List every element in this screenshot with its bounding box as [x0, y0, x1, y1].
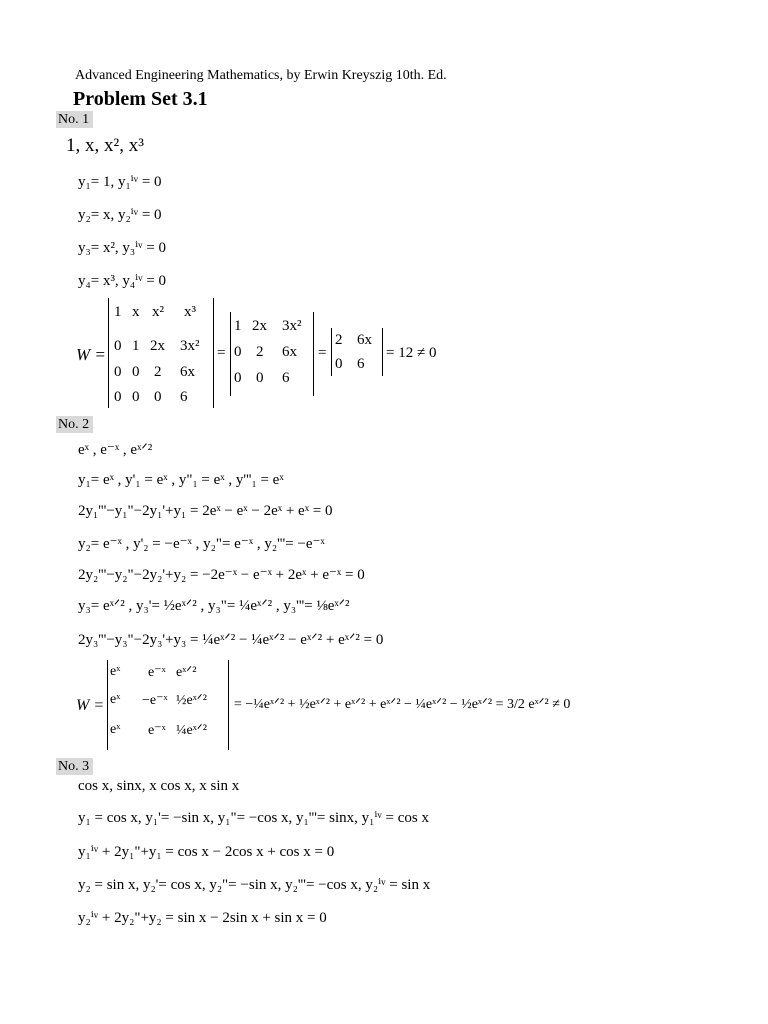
problem2-line: 2y₁'''−y₁"−2y₁'+y₁ = 2eˣ − eˣ − 2eˣ + eˣ = 0 — [78, 503, 333, 519]
problem2-line: y₂= e⁻ˣ , y'₂ = −e⁻ˣ , y₂"= e⁻ˣ , y₂'''= −e⁻ˣ — [78, 536, 325, 552]
cell: 6x — [180, 364, 195, 380]
equals-sign: = — [318, 345, 327, 361]
cell: 0 — [114, 389, 122, 405]
problem3-line: y₁ = cos x, y₁'= −sin x, y₁"= −cos x, y₁'''= sinx, y₁ⁱᵛ = cos x — [78, 810, 429, 826]
cell: 1 — [114, 304, 122, 320]
cell: 0 — [154, 389, 162, 405]
cell: 3x² — [282, 318, 302, 334]
problem2-line: y₁= eˣ , y'₁ = eˣ , y"₁ = eˣ , y'''₁ = eˣ — [78, 472, 284, 488]
cell: x — [132, 304, 140, 320]
cell: 2 — [335, 332, 343, 348]
cell: 0 — [234, 344, 242, 360]
cell: 1 — [234, 318, 242, 334]
problem-label-1: No. 1 — [56, 111, 93, 128]
equals-sign: = — [217, 345, 226, 361]
cell: 6x — [357, 332, 372, 348]
cell: 0 — [114, 338, 122, 354]
cell: 0 — [335, 356, 343, 372]
problem-label-3: No. 3 — [56, 758, 93, 775]
cell: eˣ — [110, 722, 121, 737]
wronskian-lhs: W = — [76, 697, 105, 714]
cell: e⁻ˣ — [148, 665, 166, 680]
cell: eˣᐟ² — [176, 665, 197, 680]
problem1-line: y₃= x², y₃ⁱᵛ = 0 — [78, 240, 167, 256]
page-title: Problem Set 3.1 — [73, 88, 208, 110]
cell: ½eˣᐟ² — [176, 693, 207, 708]
cell: 0 — [234, 370, 242, 386]
cell: 6 — [180, 389, 188, 405]
wronskian-result: = −¼eˣᐟ² + ½eˣᐟ² + eˣᐟ² + eˣᐟ² − ¼eˣᐟ² − ½eˣᐟ² = 3/2 eˣᐟ² ≠ 0 — [234, 697, 571, 712]
problem2-functions: eˣ , e⁻ˣ , eˣᐟ² — [78, 442, 153, 458]
cell: ¼eˣᐟ² — [176, 723, 207, 738]
cell: 1 — [132, 338, 140, 354]
problem3-line: y₂ = sin x, y₂'= cos x, y₂"= −sin x, y₂'''= −cos x, y₂ⁱᵛ = sin x — [78, 877, 431, 893]
cell: 2x — [150, 338, 165, 354]
cell: eˣ — [110, 664, 121, 679]
cell: 2 — [154, 364, 162, 380]
problem3-functions: cos x, sinx, x cos x, x sin x — [78, 778, 240, 794]
book-reference: Advanced Engineering Mathematics, by Erwin Kreyszig 10th. Ed. — [75, 68, 447, 83]
cell: 0 — [132, 364, 140, 380]
wronskian-result: = 12 ≠ 0 — [386, 345, 437, 361]
cell: 6x — [282, 344, 297, 360]
det-3x3 — [107, 660, 229, 750]
cell: x³ — [184, 304, 196, 320]
problem2-line: 2y₂'''−y₂"−2y₂'+y₂ = −2e⁻ˣ − e⁻ˣ + 2eˣ + e⁻ˣ = 0 — [78, 567, 365, 583]
cell: e⁻ˣ — [148, 723, 166, 738]
problem1-line: y₄= x³, y₄ⁱᵛ = 0 — [78, 273, 167, 289]
cell: 6 — [282, 370, 290, 386]
cell: 0 — [114, 364, 122, 380]
cell: −e⁻ˣ — [142, 693, 168, 708]
problem2-line: 2y₃'''−y₃"−2y₃'+y₃ = ¼eˣᐟ² − ¼eˣᐟ² − eˣᐟ² + eˣᐟ² = 0 — [78, 632, 384, 648]
cell: 2 — [256, 344, 264, 360]
wronskian-lhs: W = — [76, 345, 106, 364]
problem3-line: y₁ⁱᵛ + 2y₁"+y₁ = cos x − 2cos x + cos x = 0 — [78, 844, 335, 860]
problem1-functions: 1, x, x², x³ — [66, 135, 144, 156]
cell: eˣ — [110, 692, 121, 707]
cell: 6 — [357, 356, 365, 372]
cell: 3x² — [180, 338, 200, 354]
problem1-line: y₂= x, y₂ⁱᵛ = 0 — [78, 207, 162, 223]
cell: 0 — [256, 370, 264, 386]
problem2-line: y₃= eˣᐟ² , y₃'= ½eˣᐟ² , y₃"= ¼eˣᐟ² , y₃'''= ⅛eˣᐟ² — [78, 598, 350, 614]
problem3-line: y₂ⁱᵛ + 2y₂"+y₂ = sin x − 2sin x + sin x = 0 — [78, 910, 327, 926]
cell: 2x — [252, 318, 267, 334]
cell: x² — [152, 304, 164, 320]
problem-label-2: No. 2 — [56, 416, 93, 433]
cell: 0 — [132, 389, 140, 405]
problem1-line: y₁= 1, y₁ⁱᵛ = 0 — [78, 174, 162, 190]
